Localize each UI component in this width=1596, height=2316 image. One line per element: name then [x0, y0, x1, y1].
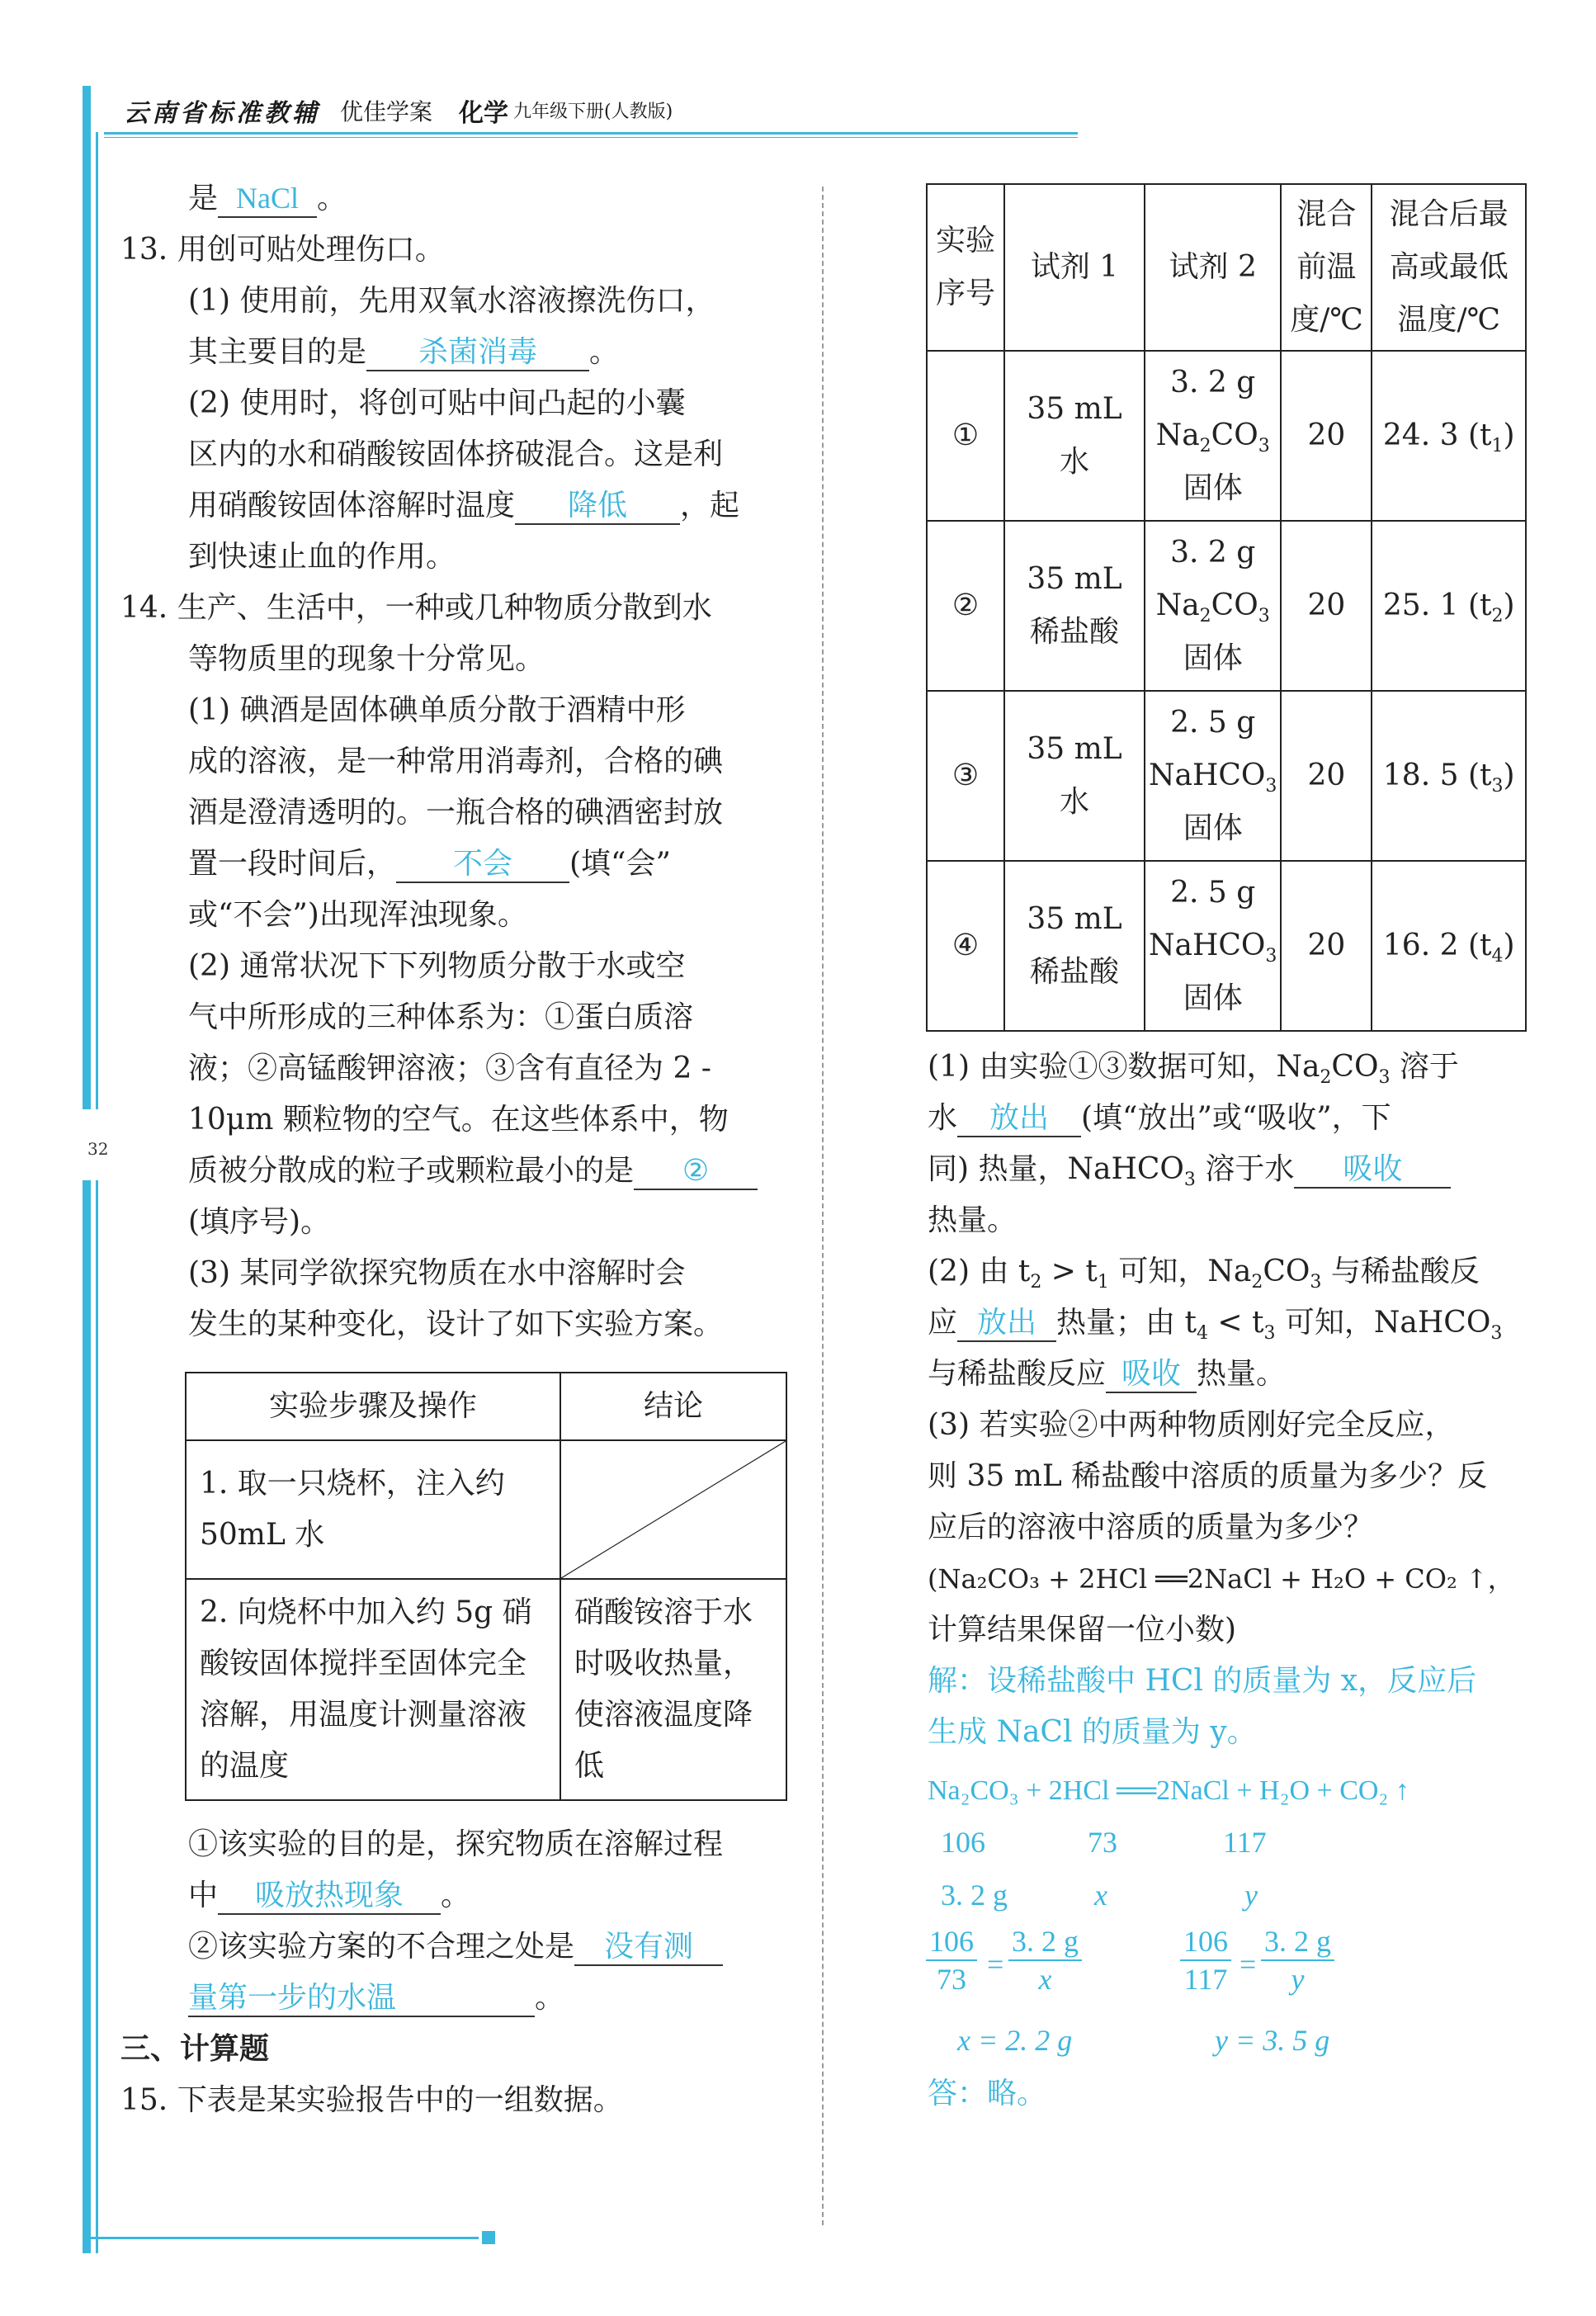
text: (填“会” — [569, 847, 671, 881]
text: 热量。 — [1197, 1357, 1287, 1391]
table-header: 混合后最高或最低温度/℃ — [1372, 184, 1526, 351]
q13-2-line: (2) 使用时，将创可贴中间凸起的小囊 — [188, 386, 686, 420]
experiment-steps-table — [185, 1372, 787, 1801]
text — [1149, 749, 1277, 802]
header-series: 优佳学案 — [340, 98, 433, 125]
text: CO — [1263, 1255, 1310, 1288]
text: 置一段时间后， — [188, 847, 397, 881]
text: 2. 5 g — [1170, 876, 1256, 910]
answer-blank: 没有测 — [574, 1928, 723, 1966]
solution-line: 解：设稀盐酸中 HCl 的质量为 x，反应后 — [928, 1664, 1477, 1698]
table-header: 结论 — [560, 1373, 786, 1440]
q15-2-line: (2) 由 $t_2 > t_1$ 可知，$Na_2CO_3$ 与稀盐酸反 — [928, 1255, 1480, 1293]
text: 是 — [188, 182, 219, 215]
q15-1-line: 同) 热量，NaHCO$_3$ 溶于水 吸收 — [928, 1144, 1530, 1195]
table-row — [927, 521, 1526, 691]
table-cell — [1372, 351, 1526, 521]
text: 溶于 — [1390, 1050, 1459, 1084]
text: 用硝酸铵固体溶解时温度 — [188, 489, 516, 522]
q14-2-line: 液；②高锰酸钾溶液；③含有直径为 2 - — [188, 1052, 711, 1085]
table-cell: 35 mL 稀盐酸 — [1004, 521, 1145, 691]
q14-line: 等物质里的现象十分常见。 — [188, 642, 545, 676]
q14-2-line: 10μm 颗粒物的空气。在这些体系中，物 — [188, 1103, 729, 1137]
q14-1-line: 成的溶液，是一种常用消毒剂，合格的碘 — [188, 744, 724, 778]
diagonal-line — [561, 1441, 786, 1578]
fraction-numerator: 3. 2 g — [1261, 1923, 1334, 1961]
text: ) — [1503, 929, 1515, 962]
text: 3 — [1491, 776, 1504, 796]
table-cell: 35 mL 水 — [1004, 691, 1145, 861]
table-cell: ② — [927, 521, 1004, 691]
left-column-lower — [120, 1819, 789, 2126]
table-cell — [1145, 861, 1281, 1031]
fraction — [926, 1923, 977, 1997]
table-cell: ④ — [927, 861, 1004, 1031]
text: 2 — [1199, 606, 1211, 626]
text: CO — [1211, 588, 1258, 622]
text: 质被分散成的粒子或颗粒最小的是 — [188, 1154, 635, 1188]
q14-3-ii-line — [120, 1973, 789, 2024]
fraction-denominator: 117 — [1183, 1963, 1228, 1996]
q15-1-line: (1) 由实验①③数据可知，$Na_2CO_3$ 溶于 — [928, 1050, 1459, 1088]
text: 其主要目的是 — [188, 335, 367, 369]
q13-1-line — [120, 327, 789, 378]
q14-3-line: (3) 某同学欲探究物质在水中溶解时会 — [188, 1256, 686, 1290]
q15-3-line: 应后的溶液中溶质的质量为多少？ — [928, 1510, 1374, 1544]
header-grade: 九年级下册(人教版) — [513, 102, 673, 122]
q13-title: 13. 用创可贴处理伤口。 — [120, 233, 445, 267]
table-header: 试剂 2 — [1145, 184, 1281, 351]
table-header: 实验序号 — [927, 184, 1004, 351]
text: 固体 — [1183, 811, 1243, 845]
q15-1-line — [928, 1093, 1530, 1144]
side-accent-line-lower — [96, 1180, 98, 2253]
result-y: y = 3. 5 g — [1215, 2024, 1330, 2057]
text: 固体 — [1183, 641, 1243, 675]
molar-mass: 117 — [1223, 1826, 1267, 1859]
table-header: 实验步骤及操作 — [186, 1373, 560, 1440]
side-accent-line — [96, 132, 98, 1109]
text: 2 — [1199, 436, 1211, 456]
text: > t — [1041, 1255, 1098, 1288]
molar-mass: 106 — [941, 1826, 985, 1859]
text: 。 — [589, 335, 620, 369]
text: 应 — [928, 1306, 958, 1340]
q15-3-line: 计算结果保留一位小数) — [928, 1613, 1237, 1647]
text: ②该实验方案的不合理之处是 — [188, 1930, 575, 1964]
left-column — [120, 173, 789, 1350]
q14-2-line: 气中所形成的三种体系为：①蛋白质溶 — [188, 1000, 694, 1034]
text: NaHCO — [1149, 759, 1266, 792]
text: < t — [1207, 1306, 1264, 1340]
text — [1149, 409, 1277, 462]
text: 18. 5 (t — [1382, 759, 1492, 792]
fraction-numerator: 3. 2 g — [1008, 1923, 1082, 1961]
table-cell — [1372, 861, 1526, 1031]
text: 可知，NaHCO — [1275, 1306, 1491, 1340]
answer-blank: 不会 — [396, 845, 569, 883]
text: 16. 2 (t — [1382, 929, 1492, 962]
header-brand: 云南省标准教辅 — [124, 99, 320, 128]
table-cell: 35 mL 水 — [1004, 351, 1145, 521]
fraction-denominator: 73 — [937, 1963, 966, 1996]
q14-3-i-line: ①该实验的目的是，探究物质在溶解过程 — [188, 1827, 724, 1861]
text: 。 — [535, 1981, 565, 2015]
q13-2-line: 到快速止血的作用。 — [188, 540, 456, 574]
table-cell: 35 mL 稀盐酸 — [1004, 861, 1145, 1031]
text: 3. 2 g — [1170, 366, 1256, 399]
answer-blank: 吸收 — [1106, 1355, 1197, 1393]
text: 固体 — [1183, 471, 1243, 505]
text: ) — [1503, 759, 1515, 792]
q12-tail — [120, 173, 789, 225]
table-cell: 2. 向烧杯中加入约 5g 硝酸铵固体搅拌至固体完全溶解，用温度计测量溶液的温度 — [186, 1579, 560, 1800]
q15-3-line: 则 35 mL 稀盐酸中溶质的质量为多少？反 — [928, 1459, 1488, 1493]
table-row — [186, 1579, 786, 1800]
table-row — [186, 1440, 786, 1579]
q14-1-line — [120, 839, 789, 890]
text: 与稀盐酸反 — [1321, 1255, 1480, 1288]
text: CO — [1211, 418, 1258, 452]
table-cell — [1145, 351, 1281, 521]
fraction-numerator: 106 — [926, 1923, 977, 1961]
table-cell — [1145, 691, 1281, 861]
text: 中 — [188, 1879, 219, 1912]
text: 。 — [441, 1879, 471, 1912]
text — [1149, 579, 1277, 632]
text: 溶于水 — [1195, 1152, 1295, 1186]
footer-rule — [83, 2237, 479, 2239]
unknown-var: y — [1244, 1879, 1258, 1912]
answer-blank: 量第一步的水温 — [188, 1979, 535, 2017]
text: 热量；由 t — [1056, 1306, 1197, 1340]
fraction — [1261, 1923, 1334, 1997]
text — [1149, 919, 1277, 972]
text: 水 — [928, 1101, 958, 1135]
answer-blank: 降低 — [515, 487, 680, 525]
table-cell: 20 — [1281, 861, 1372, 1031]
q14-2-line — [120, 1146, 789, 1197]
column-divider — [822, 187, 824, 2225]
text: 同) 热量，NaHCO — [928, 1152, 1184, 1186]
text: 3 — [1258, 436, 1270, 456]
answer-blank: NaCl — [218, 180, 317, 218]
q14-2-line: (2) 通常状况下下列物质分散于水或空 — [188, 949, 686, 983]
table-cell: 20 — [1281, 521, 1372, 691]
text: NaHCO — [1149, 929, 1266, 962]
unknown-var: x — [1094, 1879, 1107, 1912]
side-accent-bar — [83, 86, 91, 1109]
table-row — [927, 691, 1526, 861]
q15-3-line: (3) 若实验②中两种物质刚好完全反应， — [928, 1408, 1455, 1442]
table-cell: 硝酸铵溶于水时吸收热量，使溶液温度降低 — [560, 1579, 786, 1800]
answer-blank: ② — [634, 1152, 758, 1190]
fraction-denominator: y — [1291, 1963, 1305, 1996]
table-cell — [1372, 691, 1526, 861]
q14-line: 14. 生产、生活中，一种或几种物质分散到水 — [120, 591, 712, 625]
answer-blank: 杀菌消毒 — [366, 333, 589, 371]
q13-2-line: 区内的水和硝酸铵固体挤破混合。这是利 — [188, 437, 724, 471]
text: ) — [1503, 418, 1515, 452]
q14-3-i-line — [120, 1870, 789, 1921]
fraction — [1008, 1923, 1082, 1997]
fraction-numerator: 106 — [1180, 1923, 1231, 1961]
table-cell — [1145, 521, 1281, 691]
q14-2-line: (填序号)。 — [188, 1205, 331, 1239]
q15-line: 15. 下表是某实验报告中的一组数据。 — [120, 2083, 623, 2117]
q15-3-line: (Na₂CO₃ + 2HCl ══2NaCl + H₂O + CO₂ ↑， — [928, 1563, 1514, 1595]
table-row — [927, 861, 1526, 1031]
table-cell: ① — [927, 351, 1004, 521]
table-cell: 20 — [1281, 351, 1372, 521]
given-mass: 3. 2 g — [941, 1879, 1008, 1912]
text: (1) 由实验①③数据可知，Na — [928, 1050, 1320, 1084]
table-cell: 1. 取一只烧杯，注入约 50mL 水 — [186, 1440, 560, 1579]
text: 24. 3 (t — [1382, 418, 1492, 452]
side-accent-bar-lower — [83, 1180, 91, 2253]
q15-1-line: 热量。 — [928, 1203, 1018, 1237]
fraction-denominator: x — [1038, 1963, 1052, 1996]
text: Na — [1155, 418, 1200, 452]
diagonal-cell — [560, 1440, 786, 1579]
equals-sign: = — [987, 1948, 1004, 1981]
solution-equation: Na₂CO₃ + 2HCl ══2NaCl + H₂O + CO₂ ↑ — [928, 1775, 1409, 1806]
q14-3-line: 发生的某种变化，设计了如下实验方案。 — [188, 1307, 724, 1341]
text: 可知，Na — [1108, 1255, 1252, 1288]
header-rule-thin — [104, 137, 1078, 138]
text: (2) 由 t — [928, 1255, 1031, 1288]
text: ) — [1503, 588, 1515, 622]
table-header: 试剂 1 — [1004, 184, 1145, 351]
answer-blank: 放出 — [957, 1099, 1081, 1137]
footer-square — [482, 2231, 495, 2244]
table-header: 混合前温度/℃ — [1281, 184, 1372, 351]
q15-2-line: 应 放出 热量；由 $t_4 < t_3$ 可知，NaHCO$_3$ — [928, 1306, 1503, 1344]
text: 2 — [1491, 606, 1504, 626]
text: 。 — [317, 182, 347, 215]
experiment-data-table — [926, 183, 1527, 1032]
text: 与稀盐酸反应 — [928, 1357, 1107, 1391]
q13-1-line: (1) 使用前，先用双氧水溶液擦洗伤口， — [188, 284, 715, 318]
text: 4 — [1491, 946, 1504, 967]
table-cell: ③ — [927, 691, 1004, 861]
final-answer: 答：略。 — [928, 2077, 1047, 2110]
table-row — [927, 351, 1526, 521]
text: 固体 — [1183, 981, 1243, 1015]
text: 3 — [1265, 946, 1277, 967]
text: CO — [1331, 1050, 1379, 1084]
right-column — [928, 1042, 1530, 1758]
q14-1-line: (1) 碘酒是固体碘单质分散于酒精中形 — [188, 693, 686, 727]
text: Na — [1155, 588, 1200, 622]
table-cell — [1372, 521, 1526, 691]
header-rule — [104, 132, 1078, 135]
solution-line: 生成 NaCl 的质量为 y。 — [928, 1715, 1257, 1749]
section-heading: 三、计算题 — [120, 2032, 270, 2066]
text: 3 — [1258, 606, 1270, 626]
q14-3-ii-line — [120, 1921, 789, 1973]
header-subject: 化学 — [459, 99, 508, 128]
q15-2-line — [928, 1349, 1530, 1400]
table-header-row — [186, 1373, 786, 1440]
fraction — [1180, 1923, 1231, 1997]
answer-blank: 吸收 — [1294, 1151, 1451, 1189]
text: (填“放出”或“吸收”，下 — [1081, 1101, 1391, 1135]
molar-mass: 73 — [1088, 1826, 1117, 1859]
equals-sign: = — [1239, 1948, 1257, 1981]
text: 25. 1 (t — [1382, 588, 1492, 622]
answer-blank: 吸放热现象 — [218, 1877, 441, 1915]
text: 3. 2 g — [1170, 536, 1256, 570]
page-number: 32 — [87, 1139, 109, 1159]
table-header-row — [927, 184, 1526, 351]
text: 1 — [1491, 436, 1504, 456]
text: ，起 — [680, 489, 740, 522]
text: 2. 5 g — [1170, 706, 1256, 740]
q13-2-line — [120, 480, 789, 532]
table-cell: 20 — [1281, 691, 1372, 861]
result-x: x = 2. 2 g — [957, 2024, 1073, 2057]
answer-blank: 放出 — [957, 1304, 1056, 1342]
text: 3 — [1265, 776, 1277, 796]
q14-1-line: 酒是澄清透明的。一瓶合格的碘酒密封放 — [188, 796, 724, 830]
q14-1-line: 或“不会”)出现浑浊现象。 — [188, 898, 527, 932]
